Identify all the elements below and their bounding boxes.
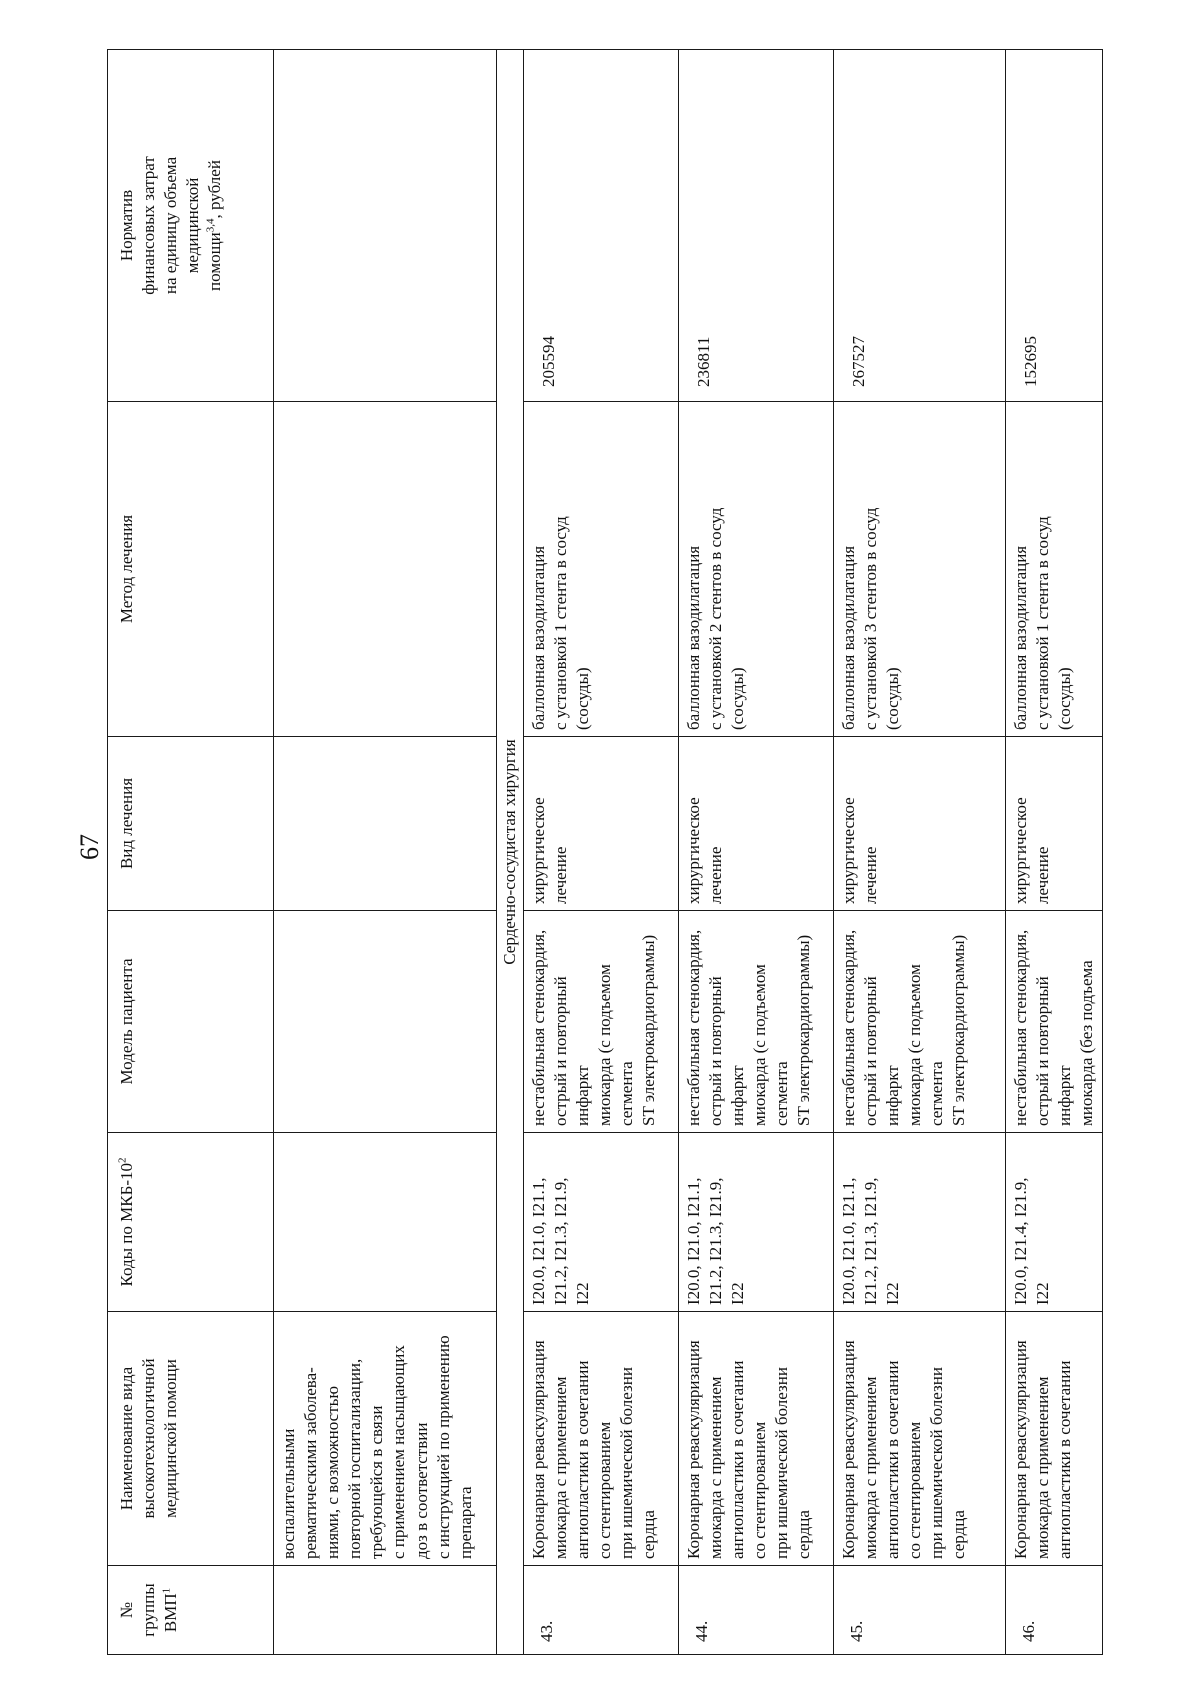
table-row-continuation xyxy=(274,50,497,1655)
cell-codes: I20.0, I21.0, I21.1, I21.2, I21.3, I21.9, I22 xyxy=(524,1133,679,1312)
table-header-row xyxy=(108,50,274,1655)
cell-method: баллонная вазодилатация с установкой 2 стентов в сосуд (сосуды) xyxy=(679,402,834,737)
table-row xyxy=(1006,50,1103,1655)
header-name: Наименование вида высокотехнологичной медицинской помощи xyxy=(108,1312,274,1566)
cell-type: хирургическое лечение xyxy=(834,737,1006,911)
section-row xyxy=(497,50,524,1655)
cell-codes: I20.0, I21.0, I21.1, I21.2, I21.3, I21.9, I22 xyxy=(834,1133,1006,1312)
cell-num xyxy=(274,1566,497,1655)
cell-num: 43. xyxy=(524,1566,679,1655)
header-method: Метод лечения xyxy=(108,402,274,737)
cell-num: 45. xyxy=(834,1566,1006,1655)
cell-name: Коронарная реваскуляризация миокарда с применением ангиопластики в сочетании со стентированием при ишемической болезни сердца xyxy=(834,1312,1006,1566)
cell-method: баллонная вазодилатация с установкой 3 стентов в сосуд (сосуды) xyxy=(834,402,1006,737)
cell-cost: 236811 xyxy=(679,50,834,402)
rotated-table-wrapper xyxy=(107,50,1097,1655)
table-row xyxy=(834,50,1006,1655)
cell-num: 46. xyxy=(1006,1566,1103,1655)
cell-type: хирургическое лечение xyxy=(1006,737,1103,911)
cell-model: нестабильная стенокардия, острый и повторный инфаркт миокарда (с подъемом сегмента ST электрокардиограммы) xyxy=(679,911,834,1133)
cell-codes: I20.0, I21.4, I21.9, I22 xyxy=(1006,1133,1103,1312)
cell-cost: 267527 xyxy=(834,50,1006,402)
cell-model: нестабильная стенокардия, острый и повторный инфаркт миокарда (с подъемом сегмента ST электрокардиограммы) xyxy=(834,911,1006,1133)
cell-name: Коронарная реваскуляризация миокарда с применением ангиопластики в сочетании со стентированием при ишемической болезни сердца xyxy=(679,1312,834,1566)
cell-codes xyxy=(274,1133,497,1312)
cell-method: баллонная вазодилатация с установкой 1 стента в сосуд (сосуды) xyxy=(1006,402,1103,737)
cell-name: воспалительными ревматическими заболева- ниями, с возможностью повторной госпитализации, требующейся в связи с применением насыщающих доз в соответствии с инструкцией по применению препарата xyxy=(274,1312,497,1566)
table-row xyxy=(524,50,679,1655)
cell-type xyxy=(274,737,497,911)
cell-model: нестабильная стенокардия, острый и повторный инфаркт миокарда (без подъема xyxy=(1006,911,1103,1133)
header-model: Модель пациента xyxy=(108,911,274,1133)
cell-name: Коронарная реваскуляризация миокарда с применением ангиопластики в сочетании со стентированием при ишемической болезни сердца xyxy=(524,1312,679,1566)
vmp-table xyxy=(107,49,1103,1655)
cell-cost: 152695 xyxy=(1006,50,1103,402)
cell-cost: 205594 xyxy=(524,50,679,402)
cell-model xyxy=(274,911,497,1133)
cell-codes: I20.0, I21.0, I21.1, I21.2, I21.3, I21.9, I22 xyxy=(679,1133,834,1312)
table-row xyxy=(679,50,834,1655)
section-title: Сердечно-сосудистая хирургия xyxy=(497,50,524,1655)
cell-method: баллонная вазодилатация с установкой 1 стента в сосуд (сосуды) xyxy=(524,402,679,737)
cell-cost xyxy=(274,50,497,402)
cell-model: нестабильная стенокардия, острый и повторный инфаркт миокарда (с подъемом сегмента ST электрокардиограммы) xyxy=(524,911,679,1133)
page-number: 67 xyxy=(75,834,104,860)
cell-type: хирургическое лечение xyxy=(524,737,679,911)
cell-name: Коронарная реваскуляризация миокарда с применением ангиопластики в сочетании xyxy=(1006,1312,1103,1566)
header-num: № группы ВМП$^1$ xyxy=(108,1566,274,1655)
header-cost: Норматив финансовых затрат на единицу объема медицинской помощи$^{3,4}$, рублей xyxy=(108,50,274,402)
cell-num: 44. xyxy=(679,1566,834,1655)
cell-type: хирургическое лечение xyxy=(679,737,834,911)
header-type: Вид лечения xyxy=(108,737,274,911)
cell-method xyxy=(274,402,497,737)
header-codes: Коды по МКБ-$10^2$ xyxy=(108,1133,274,1312)
